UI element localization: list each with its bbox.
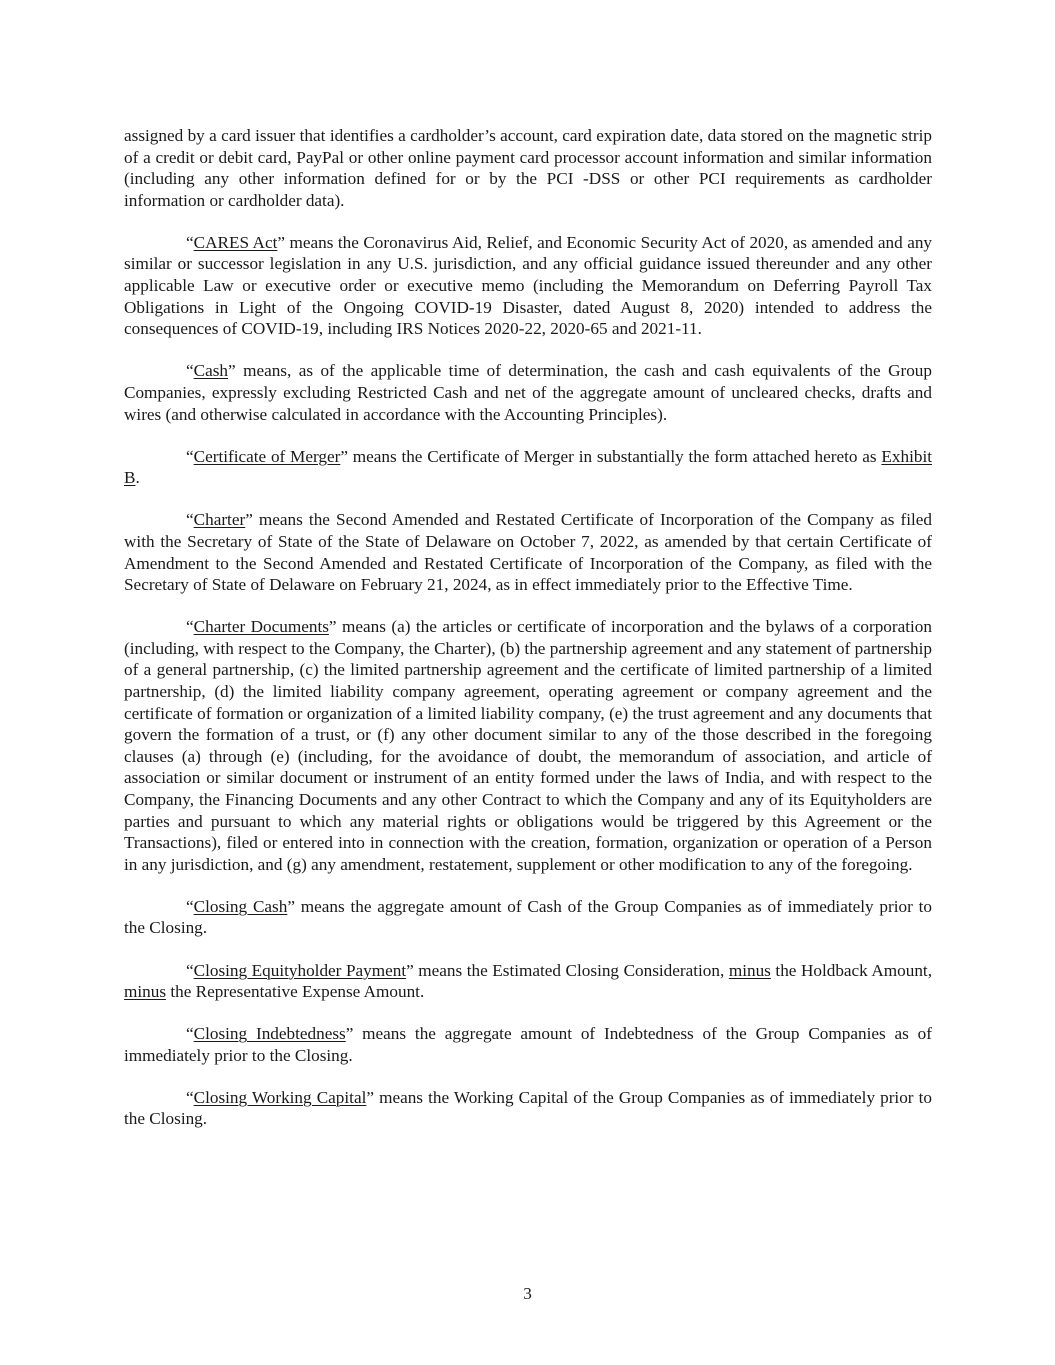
document-page [124,125,932,1151]
defined-term: Closing Equityholder Payment [193,960,407,980]
definition-closing-equityholder-payment: “Closing Equityholder Payment” means the Estimated Closing Consideration, minus the Holdback Amount, minus the Representative Expense Amount. [124,960,933,1002]
intro-paragraph: assigned by a card issuer that identifies a cardholder’s account, card expiration date, data stored on the magnetic strip of a credit or debit card, PayPal or other online payment card processor account information and similar information (including any other information defined for or by the PCI -DSS or other PCI requirements as cardholder information or cardholder data). [124,126,932,210]
exhibit-reference: Exhibit B [124,446,932,488]
definition-charter: “Charter” means the Second Amended and Restated Certificate of Incorporation of the Company as filed with the Secretary of State of the State of Delaware on October 7, 2022, as amended by that certain Certificate of Amendment to the Second Amended and Restated Certificate of Incorporation of the Company, as filed with the Secretary of State of Delaware on February 21, 2024, as in effect immediately prior to the Effective Time. [124,510,932,595]
minus-emphasis: minus [124,982,167,1002]
defined-term: Charter Documents [193,617,329,637]
definition-closing-working-capital: “Closing Working Capital” means the Working Capital of the Group Companies as of immediately prior to the Closing. [124,1087,932,1129]
defined-term: Cash [193,361,229,381]
minus-emphasis: minus [728,960,771,980]
definition-cares-act: “CARES Act” means the Coronavirus Aid, Relief, and Economic Security Act of 2020, as amended and any similar or successor legislation in any U.S. jurisdiction, and any official guidance issued thereunder and any other applicable Law or executive order or executive memo (including the Memorandum on Deferring Payroll Tax Obligations in Light of the Ongoing COVID-19 Disaster, dated August 8, 2020) intended to address the consequences of COVID-19, including IRS Notices 2020-22, 2020-65 and 2021-11. [124,232,933,339]
definition-cash: “Cash” means, as of the applicable time of determination, the cash and cash equivalents of the Group Companies, expressly excluding Restricted Cash and net of the aggregate amount of uncleared checks, drafts and wires (and otherwise calculated in accordance with the Accounting Principles). [124,361,932,424]
defined-term: Certificate of Merger [193,446,341,466]
page-number: 3 [523,1284,532,1303]
definition-closing-indebtedness: “Closing Indebtedness” means the aggregate amount of Indebtedness of the Group Companies as of immediately prior to the Closing. [124,1024,932,1065]
defined-term: Closing Cash [193,896,288,916]
defined-term: CARES Act [193,232,278,252]
defined-term: Charter [193,510,246,530]
definition-charter-documents: “Charter Documents” means (a) the articles or certificate of incorporation and the bylaws of a corporation (including, with respect to the Company, the Charter), (b) the partnership agreement and any statement of partnership of a general partnership, (c) the limited partnership agreement and the certificate of limited partnership of a limited partnership, (d) the limited liability company agreement, operating agreement or company agreement and the certificate of formation or organization of a limited liability company, (e) the trust agreement and any documents that govern the formation of a trust, or (f) any other document similar to any of the those described in the foregoing clauses (a) through (e) (including, for the avoidance of doubt, the memorandum of association, and article of association or similar document or instrument of an entity formed under the laws of India, and with respect to the Company, the Financing Documents and any other Contract to which the Company and any of its Equityholders are parties and pursuant to which any material rights or obligations would be triggered by this Agreement or the Transactions), filed or entered into in connection with the creation, formation, organization or operation of a Person in any jurisdiction, and (g) any amendment, restatement, supplement or other modification to any of the foregoing. [124,617,932,874]
defined-term: Closing Working Capital [193,1087,367,1107]
definition-certificate-of-merger: “Certificate of Merger” means the Certificate of Merger in substantially the form attached hereto as Exhibit B. [124,446,932,488]
definition-closing-cash: “Closing Cash” means the aggregate amount of Cash of the Group Companies as of immediately prior to the Closing. [124,896,932,938]
defined-term: Closing Indebtedness [193,1024,346,1044]
